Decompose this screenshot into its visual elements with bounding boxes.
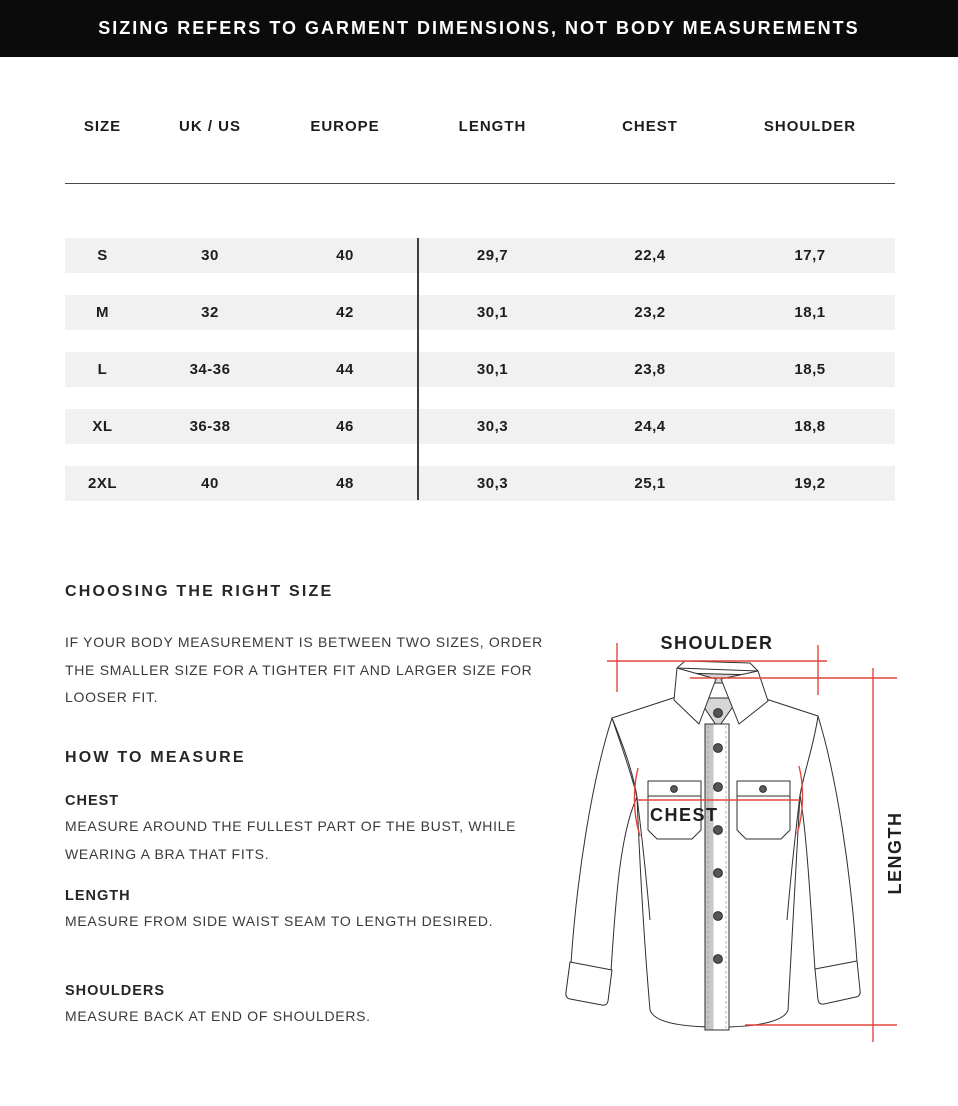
cell-shoulder: 18,5	[794, 361, 826, 378]
column-header-length: LENGTH	[458, 118, 527, 135]
cell-length: 29,7	[476, 247, 509, 264]
cell-length: 30,3	[476, 418, 509, 435]
size-table-header	[65, 112, 895, 142]
choosing-size-body: IF YOUR BODY MEASUREMENT IS BETWEEN TWO SIZES, ORDER THE SMALLER SIZE FOR A TIGHTER FIT AND LARGER SIZE FOR LOOSER FIT.	[65, 634, 543, 705]
cell-size: S	[97, 247, 108, 264]
diagram-length-label: LENGTH	[885, 811, 905, 895]
cell-chest: 23,2	[634, 304, 666, 321]
diagram-chest-label: CHEST	[650, 805, 719, 825]
table-row-2xl	[65, 466, 895, 501]
cell-length: 30,1	[476, 304, 509, 321]
right-cuff	[815, 961, 860, 1004]
measure-chest-title: CHEST	[65, 793, 120, 809]
shirt-measurement-diagram	[550, 620, 958, 1060]
column-header-shoulder: SHOULDER	[763, 118, 857, 135]
cell-chest: 23,8	[634, 361, 666, 378]
how-to-measure-heading: HOW TO MEASURE	[65, 749, 246, 766]
cell-europe: 44	[336, 361, 354, 378]
cell-chest: 25,1	[634, 475, 666, 492]
column-header-europe: EUROPE	[310, 118, 380, 135]
diagram-shoulder-label: SHOULDER	[660, 633, 774, 653]
choosing-size-heading: CHOOSING THE RIGHT SIZE	[65, 583, 334, 600]
cell-uk-us: 32	[201, 304, 219, 321]
measure-chest-body: MEASURE AROUND THE FULLEST PART OF THE BUST, WHILE WEARING A BRA THAT FITS.	[65, 818, 517, 862]
table-row-xl	[65, 409, 895, 444]
cell-uk-us: 34-36	[189, 361, 231, 378]
cell-europe: 40	[336, 247, 354, 264]
table-header-divider	[65, 183, 895, 184]
measure-shoulders-body: MEASURE BACK AT END OF SHOULDERS.	[65, 1008, 371, 1024]
cell-shoulder: 18,8	[794, 418, 826, 435]
column-header-size: SIZE	[83, 118, 122, 135]
cell-uk-us: 40	[201, 475, 219, 492]
cell-chest: 22,4	[634, 247, 666, 264]
banner	[0, 0, 958, 57]
cell-shoulder: 18,1	[794, 304, 826, 321]
cell-shoulder: 17,7	[794, 247, 826, 264]
measure-length-body: MEASURE FROM SIDE WAIST SEAM TO LENGTH DESIRED.	[65, 913, 494, 929]
cell-europe: 48	[336, 475, 354, 492]
banner-text: SIZING REFERS TO GARMENT DIMENSIONS, NOT BODY MEASUREMENTS	[98, 18, 860, 38]
cell-europe: 42	[336, 304, 354, 321]
left-cuff	[566, 962, 612, 1005]
cell-uk-us: 36-38	[189, 418, 231, 435]
cell-length: 30,3	[476, 475, 509, 492]
cell-size: L	[97, 361, 108, 378]
cell-europe: 46	[336, 418, 354, 435]
cell-size: M	[96, 304, 109, 321]
measure-shoulders-title: SHOULDERS	[65, 983, 166, 999]
cell-uk-us: 30	[201, 247, 219, 264]
cell-shoulder: 19,2	[794, 475, 826, 492]
column-header-chest: CHEST	[622, 118, 678, 135]
cell-chest: 24,4	[634, 418, 666, 435]
size-table-body	[65, 238, 895, 523]
cell-size: 2XL	[87, 475, 117, 492]
cell-length: 30,1	[476, 361, 509, 378]
cell-size: XL	[92, 418, 113, 435]
table-row-m	[65, 295, 895, 330]
measure-length-title: LENGTH	[65, 888, 131, 904]
column-header-uk-us: UK / US	[178, 118, 241, 135]
table-row-l	[65, 352, 895, 387]
table-row-s	[65, 238, 895, 273]
table-column-divider	[417, 238, 419, 500]
